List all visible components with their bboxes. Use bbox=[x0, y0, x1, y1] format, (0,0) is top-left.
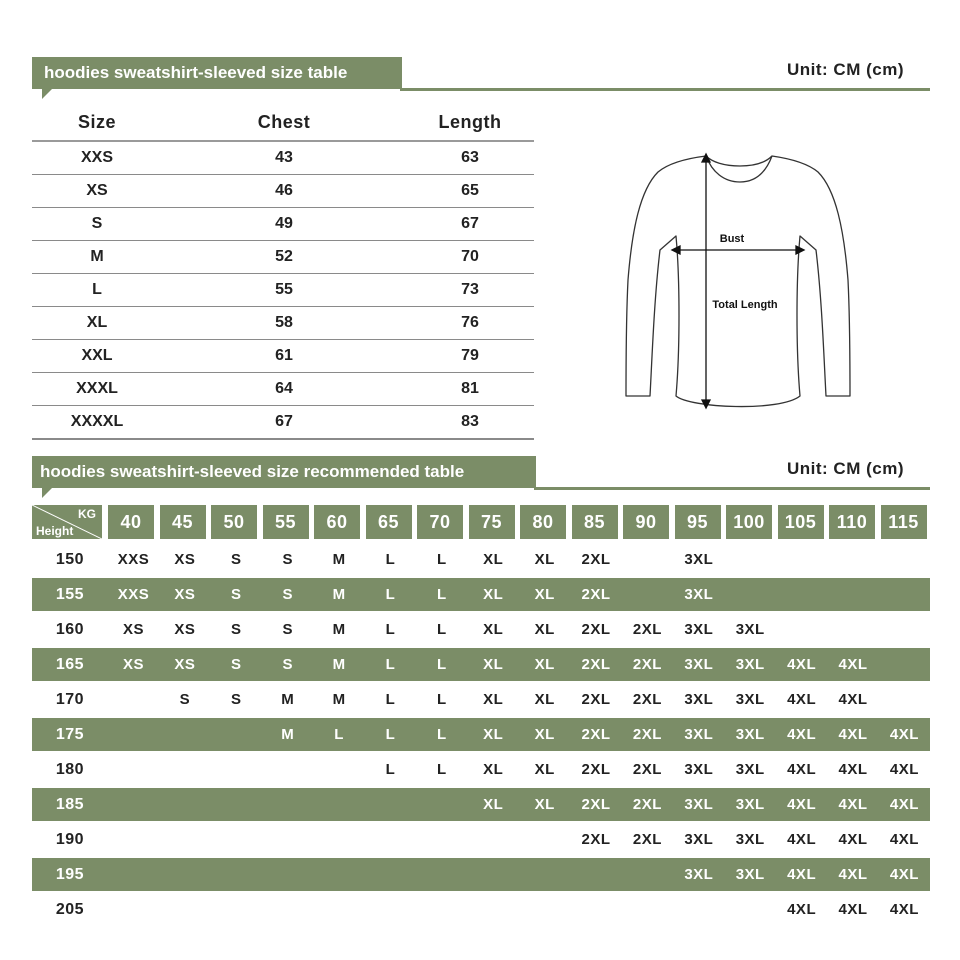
size-table-header-rule bbox=[400, 88, 930, 91]
size-cell: XL bbox=[32, 307, 162, 340]
length-column-header: Length bbox=[406, 104, 534, 141]
size-cell: XS bbox=[32, 175, 162, 208]
recommended-size-cell: 2XL bbox=[632, 656, 662, 673]
length-cell: 76 bbox=[406, 307, 534, 340]
recommended-size-cell: 4XL bbox=[838, 656, 868, 673]
size-table-row bbox=[32, 274, 534, 307]
size-table-unit: Unit: CM (cm) bbox=[787, 60, 904, 79]
recommended-size-cell: 4XL bbox=[787, 691, 817, 708]
recommended-size-cell: 2XL bbox=[581, 621, 611, 638]
length-cell: 79 bbox=[406, 340, 534, 373]
recommended-size-cell: 3XL bbox=[684, 831, 714, 848]
recommended-size-cell: 3XL bbox=[684, 621, 714, 638]
size-cell: M bbox=[32, 241, 162, 274]
size-column-header: Size bbox=[32, 104, 162, 141]
recommend-table-title bbox=[32, 456, 536, 488]
weight-header-cell: 80 bbox=[520, 505, 566, 539]
recommended-size-cell: XL bbox=[534, 726, 555, 743]
recommended-size-cell: 4XL bbox=[838, 796, 868, 813]
length-cell: 65 bbox=[406, 175, 534, 208]
size-cell: XXS bbox=[32, 141, 162, 175]
chest-cell: 43 bbox=[162, 141, 406, 175]
recommended-size-cell: XS bbox=[174, 551, 196, 568]
height-cell: 170 bbox=[55, 690, 85, 708]
recommended-size-cell: 4XL bbox=[889, 831, 919, 848]
recommended-size-cell: 3XL bbox=[684, 551, 714, 568]
recommended-size-cell: XL bbox=[534, 656, 555, 673]
height-cell: 180 bbox=[55, 760, 85, 778]
recommended-size-cell: L bbox=[385, 761, 396, 778]
recommended-size-cell: XXS bbox=[117, 586, 150, 603]
recommended-size-cell: S bbox=[282, 621, 293, 638]
total-length-label: Total Length bbox=[712, 299, 778, 311]
weight-header-cell: 55 bbox=[263, 505, 309, 539]
length-cell: 70 bbox=[406, 241, 534, 274]
kg-height-corner bbox=[32, 505, 102, 539]
kg-label: KG bbox=[78, 507, 96, 521]
recommended-size-cell: 4XL bbox=[787, 796, 817, 813]
chest-cell: 67 bbox=[162, 406, 406, 440]
size-table-title-text: hoodies sweatshirt-sleeved size table bbox=[44, 63, 348, 82]
chest-cell: 52 bbox=[162, 241, 406, 274]
weight-header-cell: 115 bbox=[881, 505, 927, 539]
recommended-size-cell: S bbox=[231, 586, 242, 603]
recommended-size-cell: S bbox=[282, 656, 293, 673]
height-cell: 150 bbox=[55, 550, 85, 568]
recommended-size-cell: 4XL bbox=[838, 726, 868, 743]
height-cell: 175 bbox=[55, 725, 85, 743]
weight-header-cell: 45 bbox=[160, 505, 206, 539]
recommended-size-cell: 4XL bbox=[838, 761, 868, 778]
height-cell: 160 bbox=[55, 620, 85, 638]
recommendation-row bbox=[32, 542, 930, 577]
size-cell: XXXL bbox=[32, 373, 162, 406]
length-cell: 83 bbox=[406, 406, 534, 440]
length-cell: 81 bbox=[406, 373, 534, 406]
recommended-size-cell: 3XL bbox=[735, 796, 765, 813]
recommended-size-cell: 4XL bbox=[889, 761, 919, 778]
recommended-size-cell: S bbox=[231, 551, 242, 568]
recommended-size-cell: 2XL bbox=[632, 726, 662, 743]
recommended-size-cell: 2XL bbox=[581, 551, 611, 568]
recommendation-row bbox=[32, 682, 930, 717]
recommended-size-cell: XS bbox=[123, 621, 145, 638]
height-cell: 205 bbox=[55, 900, 85, 918]
size-cell: L bbox=[32, 274, 162, 307]
recommended-size-cell: 2XL bbox=[632, 796, 662, 813]
recommendation-row bbox=[32, 752, 930, 787]
weight-header-cell: 65 bbox=[366, 505, 412, 539]
recommendation-row bbox=[32, 718, 930, 751]
recommended-size-cell: 4XL bbox=[787, 656, 817, 673]
size-cell: S bbox=[32, 208, 162, 241]
recommended-size-cell: L bbox=[385, 551, 396, 568]
recommended-size-cell: L bbox=[334, 726, 344, 743]
recommended-size-cell: 2XL bbox=[632, 761, 662, 778]
recommended-size-cell: 3XL bbox=[735, 831, 765, 848]
chest-cell: 64 bbox=[162, 373, 406, 406]
recommendation-row bbox=[32, 858, 930, 891]
height-cell: 155 bbox=[55, 585, 85, 603]
recommend-table-unit: Unit: CM (cm) bbox=[787, 459, 904, 478]
recommended-size-cell: L bbox=[437, 551, 447, 568]
recommended-size-cell: XL bbox=[483, 796, 504, 813]
chest-cell: 49 bbox=[162, 208, 406, 241]
recommended-size-cell: 2XL bbox=[632, 831, 662, 848]
recommend-table-title-notch bbox=[42, 488, 52, 498]
recommended-size-cell: L bbox=[437, 656, 447, 673]
size-cell: XXL bbox=[32, 340, 162, 373]
weight-header-cell: 105 bbox=[778, 505, 824, 539]
recommended-size-cell: 3XL bbox=[735, 656, 765, 673]
recommended-size-cell: 2XL bbox=[632, 691, 662, 708]
recommended-size-cell: 2XL bbox=[581, 586, 611, 603]
recommended-size-cell: L bbox=[437, 726, 447, 743]
recommended-size-cell: 3XL bbox=[684, 586, 714, 603]
weight-header-cell: 85 bbox=[572, 505, 618, 539]
recommended-size-cell: 3XL bbox=[684, 796, 714, 813]
recommended-size-cell: 4XL bbox=[838, 691, 868, 708]
weight-header-cell: 40 bbox=[108, 505, 154, 539]
recommended-size-cell: 4XL bbox=[889, 796, 919, 813]
recommended-size-cell: XL bbox=[483, 621, 504, 638]
weight-header-cell: 50 bbox=[211, 505, 257, 539]
recommended-size-cell: 3XL bbox=[684, 866, 714, 883]
recommended-size-cell: 3XL bbox=[735, 691, 765, 708]
chest-cell: 46 bbox=[162, 175, 406, 208]
recommendation-row bbox=[32, 788, 930, 821]
size-table-body bbox=[32, 141, 534, 439]
sweatshirt-diagram bbox=[610, 150, 870, 420]
recommended-size-cell: XS bbox=[174, 656, 196, 673]
recommended-size-cell: L bbox=[385, 691, 396, 708]
chest-cell: 55 bbox=[162, 274, 406, 307]
size-table-row bbox=[32, 141, 534, 175]
recommend-table-title-text: hoodies sweatshirt-sleeved size recommended table bbox=[40, 462, 465, 481]
recommended-size-cell: M bbox=[332, 586, 346, 603]
recommended-size-cell: 4XL bbox=[787, 901, 817, 918]
recommended-size-cell: 3XL bbox=[735, 621, 765, 638]
recommended-size-cell: 4XL bbox=[838, 866, 868, 883]
recommended-size-cell: S bbox=[231, 656, 242, 673]
size-table-row bbox=[32, 241, 534, 274]
recommend-table-header-rule bbox=[534, 487, 930, 490]
recommended-size-cell: XL bbox=[534, 761, 555, 778]
length-cell: 63 bbox=[406, 141, 534, 175]
recommendation-row bbox=[32, 612, 930, 647]
recommended-size-cell: 2XL bbox=[581, 761, 611, 778]
recommendation-row bbox=[32, 892, 930, 927]
recommended-size-cell: 4XL bbox=[787, 866, 817, 883]
weight-header-row bbox=[32, 505, 932, 539]
recommended-size-cell: XS bbox=[123, 656, 145, 673]
recommended-size-cell: XL bbox=[483, 726, 504, 743]
chest-cell: 58 bbox=[162, 307, 406, 340]
recommended-size-cell: S bbox=[231, 691, 242, 708]
weight-header-cell: 100 bbox=[726, 505, 772, 539]
recommended-size-cell: M bbox=[332, 691, 346, 708]
height-label: Height bbox=[36, 524, 74, 538]
chest-column-header: Chest bbox=[162, 104, 406, 141]
height-cell: 195 bbox=[55, 865, 85, 883]
recommendation-row bbox=[32, 648, 930, 681]
recommended-size-cell: XS bbox=[174, 621, 196, 638]
weight-header-cell: 90 bbox=[623, 505, 669, 539]
weight-header-cell: 110 bbox=[829, 505, 875, 539]
size-table-title-notch bbox=[42, 89, 52, 99]
recommended-size-cell: 4XL bbox=[838, 831, 868, 848]
recommended-size-cell: XL bbox=[534, 796, 555, 813]
recommended-size-cell: 4XL bbox=[889, 726, 919, 743]
recommended-size-cell: M bbox=[281, 726, 295, 743]
recommended-size-cell: L bbox=[437, 761, 447, 778]
recommended-size-cell: 2XL bbox=[581, 796, 611, 813]
recommended-size-cell: XL bbox=[483, 551, 504, 568]
size-table-row bbox=[32, 340, 534, 373]
recommended-size-cell: 3XL bbox=[684, 691, 714, 708]
recommended-size-cell: 4XL bbox=[889, 901, 919, 918]
recommended-size-cell: XL bbox=[534, 551, 555, 568]
recommended-size-cell: S bbox=[231, 621, 242, 638]
recommended-size-cell: 2XL bbox=[581, 831, 611, 848]
recommended-size-cell: XS bbox=[174, 586, 196, 603]
recommended-size-cell: 3XL bbox=[684, 761, 714, 778]
recommended-size-cell: 4XL bbox=[787, 761, 817, 778]
recommended-size-cell: L bbox=[437, 586, 447, 603]
height-cell: 165 bbox=[55, 655, 85, 673]
recommended-size-cell: 4XL bbox=[787, 726, 817, 743]
size-table bbox=[32, 104, 534, 440]
size-table-title bbox=[32, 57, 402, 89]
size-table-header-row bbox=[32, 104, 534, 141]
recommended-size-cell: XXS bbox=[117, 551, 150, 568]
size-table-row bbox=[32, 406, 534, 440]
size-table-row bbox=[32, 208, 534, 241]
length-cell: 73 bbox=[406, 274, 534, 307]
recommended-size-cell: 3XL bbox=[684, 726, 714, 743]
height-cell: 185 bbox=[55, 795, 85, 813]
recommendation-row bbox=[32, 578, 930, 611]
recommended-size-cell: XL bbox=[534, 586, 555, 603]
length-cell: 67 bbox=[406, 208, 534, 241]
recommended-size-cell: L bbox=[385, 621, 396, 638]
weight-header-cell: 95 bbox=[675, 505, 721, 539]
recommended-size-cell: L bbox=[385, 726, 396, 743]
recommended-size-cell: XL bbox=[534, 621, 555, 638]
bust-label: Bust bbox=[719, 233, 745, 245]
recommended-size-cell: L bbox=[437, 621, 447, 638]
recommended-size-cell: 3XL bbox=[735, 866, 765, 883]
weight-header-cell: 70 bbox=[417, 505, 463, 539]
recommended-size-cell: M bbox=[281, 691, 295, 708]
weight-header-cell: 75 bbox=[469, 505, 515, 539]
recommended-size-cell: M bbox=[332, 551, 346, 568]
chest-cell: 61 bbox=[162, 340, 406, 373]
recommended-size-cell: S bbox=[282, 586, 293, 603]
recommended-size-cell: 2XL bbox=[632, 621, 662, 638]
size-table-row bbox=[32, 307, 534, 340]
weight-header-cell: 60 bbox=[314, 505, 360, 539]
recommended-size-cell: 3XL bbox=[735, 726, 765, 743]
recommended-size-cell: M bbox=[332, 656, 346, 673]
recommended-size-cell: S bbox=[179, 691, 191, 708]
recommended-size-cell: 3XL bbox=[735, 761, 765, 778]
recommended-size-cell: 2XL bbox=[581, 691, 611, 708]
recommended-size-cell: 4XL bbox=[787, 831, 817, 848]
recommended-size-cell: S bbox=[282, 551, 293, 568]
recommended-size-cell: 4XL bbox=[838, 901, 868, 918]
size-table-row bbox=[32, 373, 534, 406]
recommended-size-cell: L bbox=[385, 656, 396, 673]
recommended-size-cell: M bbox=[332, 621, 346, 638]
height-cell: 190 bbox=[55, 830, 85, 848]
recommended-size-cell: XL bbox=[483, 656, 504, 673]
recommendation-row bbox=[32, 822, 930, 857]
size-cell: XXXXL bbox=[32, 406, 162, 440]
recommended-size-cell: XL bbox=[483, 691, 504, 708]
recommended-size-cell: XL bbox=[483, 586, 504, 603]
recommended-size-cell: 2XL bbox=[581, 726, 611, 743]
recommended-size-cell: 3XL bbox=[684, 656, 714, 673]
recommended-size-cell: L bbox=[437, 691, 447, 708]
recommended-size-cell: XL bbox=[534, 691, 555, 708]
recommended-size-cell: 2XL bbox=[581, 656, 611, 673]
recommendation-grid bbox=[32, 542, 930, 927]
recommended-size-cell: 4XL bbox=[889, 866, 919, 883]
recommended-size-cell: L bbox=[385, 586, 396, 603]
size-table-row bbox=[32, 175, 534, 208]
recommended-size-cell: XL bbox=[483, 761, 504, 778]
